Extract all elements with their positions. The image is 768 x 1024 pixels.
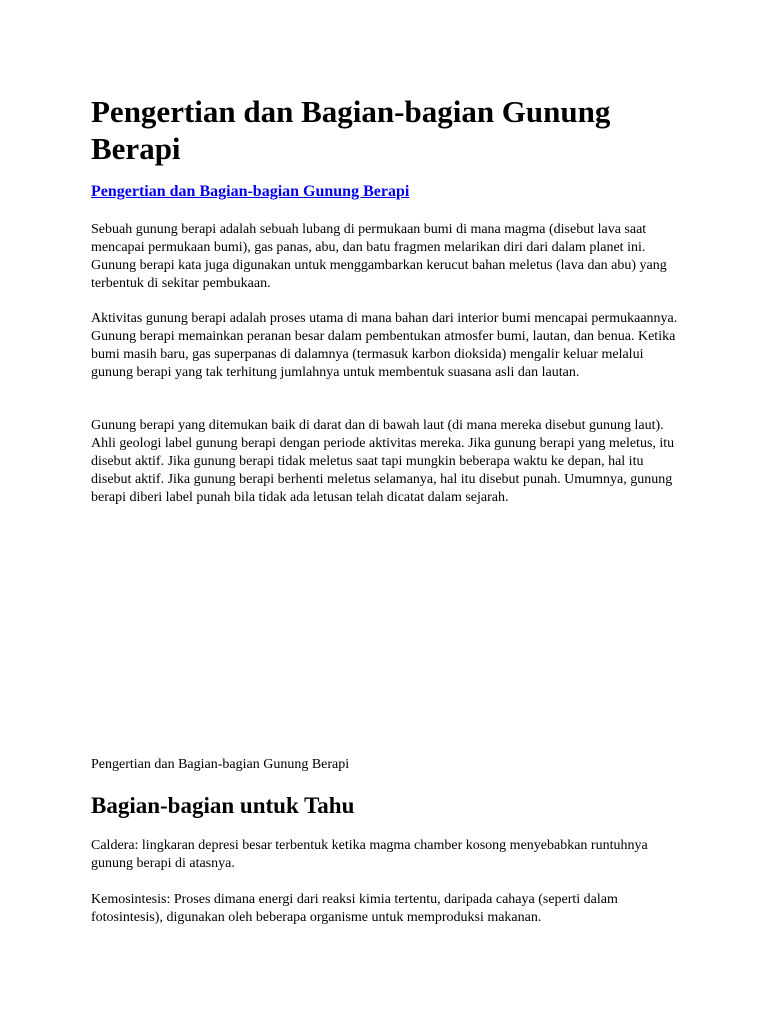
paragraph-3: Gunung berapi yang ditemukan baik di darat dan di bawah laut (di mana mereka disebut gunung laut). Ahli geologi label gunung berapi dengan periode aktivitas mereka. Jika gunung berapi yang meletus, itu disebut aktif. Jika gunung berapi tidak meletus saat tapi mungkin beberapa waktu ke depan, hal itu disebut aktif. Jika gunung berapi berhenti meletus selamanya, hal itu disebut punah. Umumnya, gunung berapi diberi label punah bila tidak ada letusan telah dicatat dalam sejarah. bbox=[91, 418, 675, 505]
page-title: Pengertian dan Bagian-bagian Gunung Berapi bbox=[91, 94, 611, 166]
image-caption: Pengertian dan Bagian-bagian Gunung Berapi bbox=[91, 757, 350, 772]
definition-kemosintesis: Kemosintesis: Proses dimana energi dari reaksi kimia tertentu, daripada cahaya (seperti dalam fotosintesis), digunakan oleh beberapa organisme untuk memproduksi makanan. bbox=[91, 892, 618, 925]
definition-caldera: Caldera: lingkaran depresi besar terbentuk ketika magma chamber kosong menyebabkan runtuhnya gunung berapi di atasnya. bbox=[91, 838, 648, 871]
paragraph-2: Aktivitas gunung berapi adalah proses utama di mana bahan dari interior bumi mencapai permukaannya. Gunung berapi memainkan peranan besar dalam pembentukan atmosfer bumi, lautan, dan benua. Ketika bumi masih baru, gas superpanas di dalamnya (termasuk karbon dioksida) mengalir keluar melalui gunung berapi yang tak terhitung jumlahnya untuk membentuk suasana asli dan lautan. bbox=[91, 311, 678, 380]
article-link[interactable]: Pengertian dan Bagian-bagian Gunung Berapi bbox=[91, 183, 410, 200]
paragraph-1: Sebuah gunung berapi adalah sebuah lubang di permukaan bumi di mana magma (disebut lava saat mencapai permukaan bumi), gas panas, abu, dan batu fragmen melarikan diri dari dalam planet ini. Gunung berapi kata juga digunakan untuk menggambarkan kerucut bahan meletus (lava dan abu) yang terbentuk di sekitar pembukaan. bbox=[91, 222, 667, 291]
section-heading: Bagian-bagian untuk Tahu bbox=[91, 793, 355, 818]
